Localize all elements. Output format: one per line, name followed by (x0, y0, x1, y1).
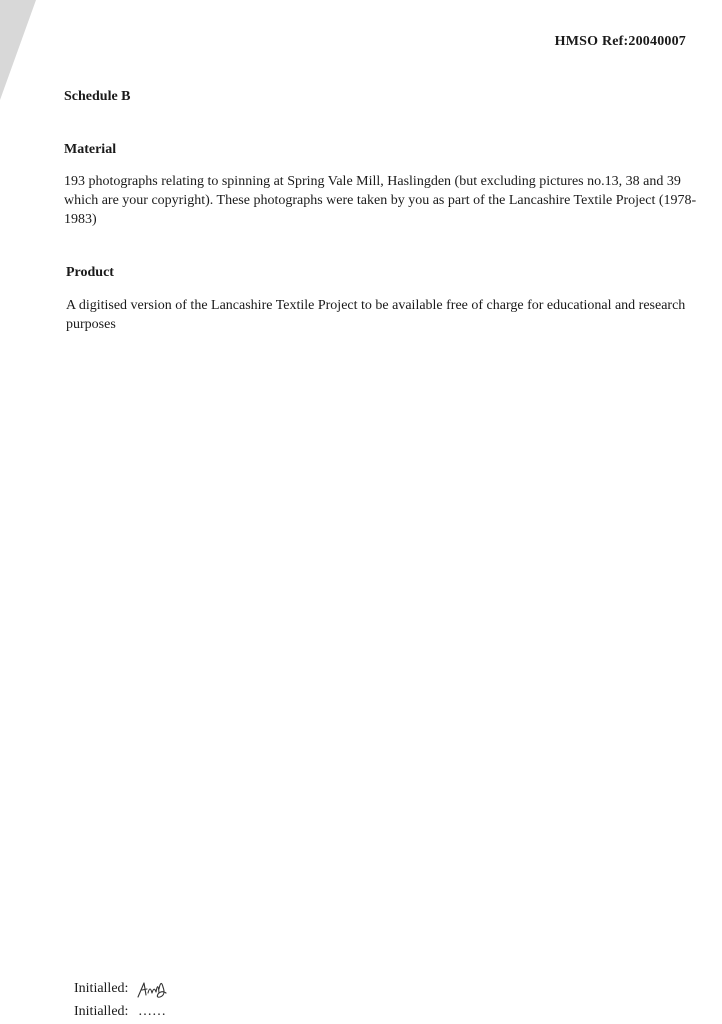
scan-edge-mark (0, 0, 40, 120)
initialled-line-1 (74, 977, 170, 1001)
material-text: 193 photographs relating to spinning at Spring Vale Mill, Haslingden (but excluding pictures no.13, 38 and 39 which are your copyright). These photographs were taken by you as part of the Lancashire Textile Project (1978-1983) (64, 174, 697, 227)
material-heading: Material (64, 142, 117, 157)
initialled-value-2: …… (137, 1004, 166, 1019)
initialled-label-2: Initialled: (74, 1004, 129, 1019)
hmso-reference: HMSO Ref:20040007 (554, 34, 686, 49)
product-text: A digitised version of the Lancashire Textile Project to be available free of charge for educational and research purposes (66, 298, 686, 332)
schedule-title: Schedule B (64, 89, 131, 104)
initialled-label-1: Initialled: (74, 981, 129, 997)
product-heading: Product (66, 265, 114, 280)
handwritten-initials-signature (136, 977, 170, 1001)
initialled-line-2 (74, 1004, 166, 1020)
